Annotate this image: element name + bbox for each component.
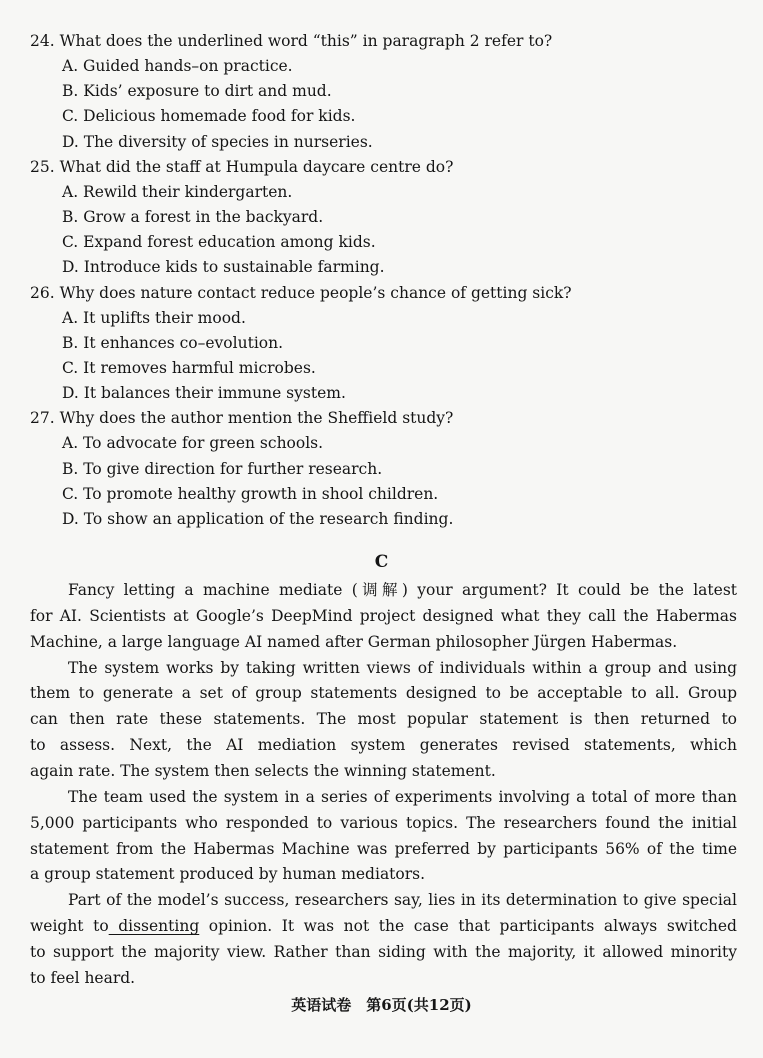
answer-option: C. Delicious homemade food for kids. (62, 107, 356, 126)
passage-heading: C (374, 552, 389, 572)
text-span: weight to (30, 917, 109, 936)
passage-line: them to generate a set of group statements designed to be acceptable to all. Group (30, 684, 737, 703)
answer-option: A. To advocate for green schools. (62, 434, 324, 453)
answer-option: D. To show an application of the research finding. (62, 509, 454, 528)
passage-line: The system works by taking written views of individuals within a group and using (68, 658, 737, 677)
answer-option: B. It enhances co–evolution. (62, 333, 284, 352)
question-stem: 25. What did the staff at Humpula daycare centre do? (30, 157, 454, 176)
passage-line: Part of the model’s success, researchers say, lies in its determination to give special (68, 891, 737, 910)
passage-line: for AI. Scientists at Google’s DeepMind project designed what they call the Habermas (30, 606, 737, 625)
answer-option: A. It uplifts their mood. (62, 308, 246, 327)
passage-line (30, 914, 737, 939)
passage-line: to assess. Next, the AI mediation system generates revised statements, which (30, 736, 737, 755)
passage-line: again rate. The system then selects the winning statement. (30, 761, 496, 780)
answer-option: C. To promote healthy growth in shool children. (62, 484, 439, 503)
answer-option: D. Introduce kids to sustainable farming. (62, 258, 385, 277)
answer-option: B. Grow a forest in the backyard. (62, 208, 324, 227)
text-span: opinion. It was not the case that participants always switched (208, 917, 737, 936)
answer-option: B. Kids’ exposure to dirt and mud. (62, 82, 332, 101)
page-footer: 英语试卷 第6页(共12页) (291, 996, 472, 1014)
answer-option: C. Expand forest education among kids. (62, 233, 376, 252)
answer-option: C. It removes harmful microbes. (62, 358, 316, 377)
answer-option: A. Rewild their kindergarten. (62, 182, 293, 201)
passage-line: 5,000 participants who responded to various topics. The researchers found the initial (30, 813, 737, 832)
answer-option: B. To give direction for further research. (62, 459, 383, 478)
passage-line: statement from the Habermas Machine was preferred by participants 56% of the time (30, 839, 737, 858)
passage-line: can then rate these statements. The most popular statement is then returned to (30, 710, 737, 729)
passage-line: Fancy letting a machine mediate (调解) your argument? It could be the latest (68, 581, 737, 599)
question-stem: 24. What does the underlined word “this” in paragraph 2 refer to? (30, 32, 553, 50)
passage-line: The team used the system in a series of experiments involving a total of more than (68, 787, 737, 806)
passage-line: to feel heard. (30, 968, 136, 987)
underlined-word: dissenting (108, 917, 200, 936)
passage-line: a group statement produced by human mediators. (30, 865, 426, 884)
answer-option: A. Guided hands–on practice. (62, 57, 293, 76)
answer-option: D. It balances their immune system. (62, 384, 346, 403)
question-stem: 27. Why does the author mention the Sheffield study? (30, 409, 454, 428)
answer-option: D. The diversity of species in nurseries. (62, 132, 373, 151)
passage-line: to support the majority view. Rather than siding with the majority, it allowed minority (30, 942, 737, 961)
question-stem: 26. Why does nature contact reduce people’s chance of getting sick? (30, 283, 572, 302)
passage-line: Machine, a large language AI named after German philosopher Jürgen Habermas. (30, 632, 678, 651)
